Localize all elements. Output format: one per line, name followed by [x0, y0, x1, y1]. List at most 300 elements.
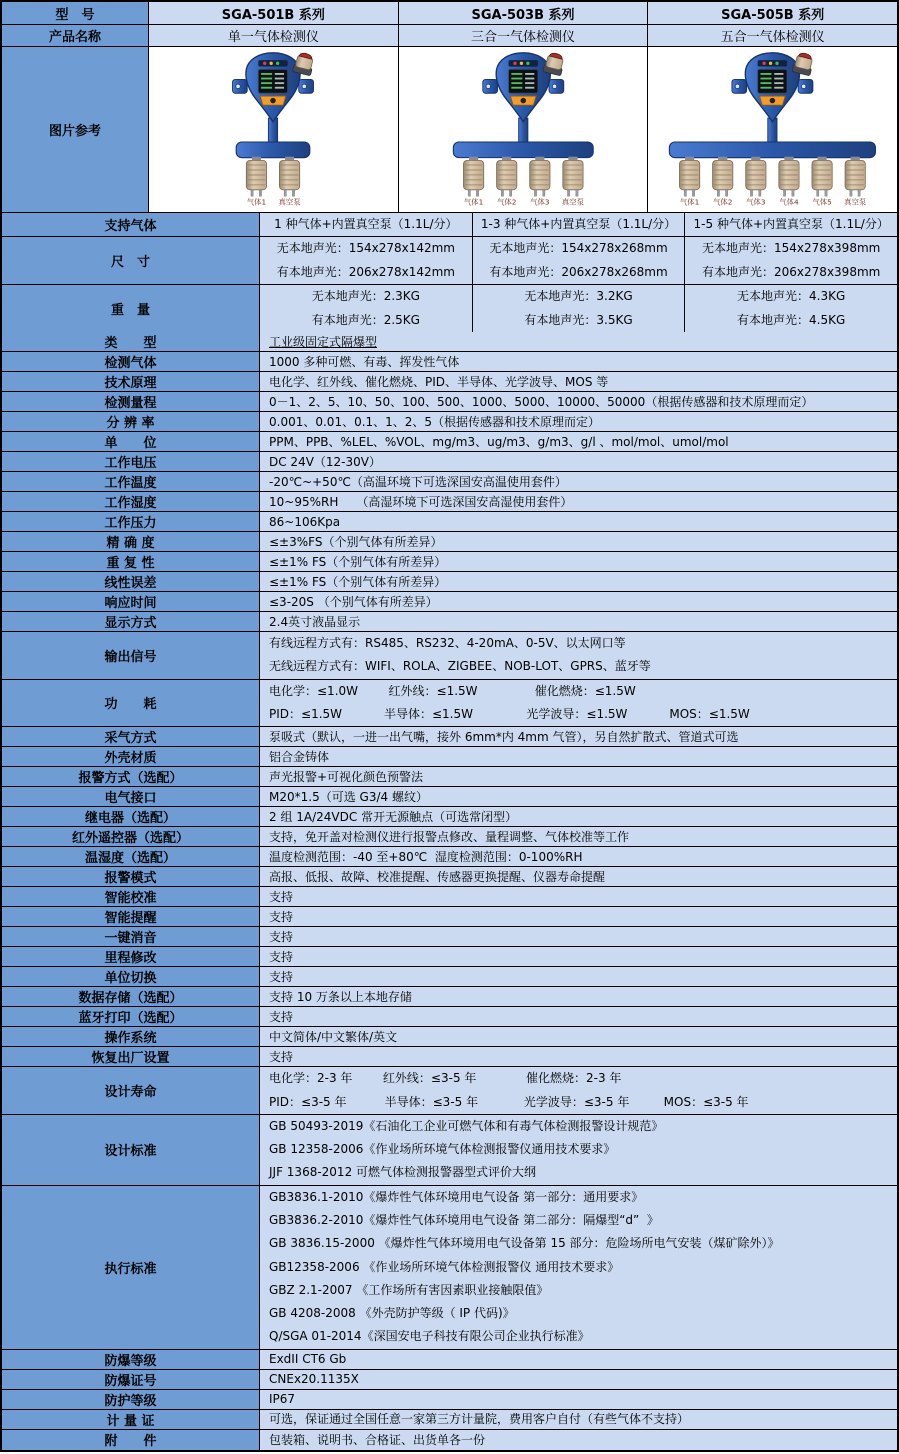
spec-row: [2, 827, 897, 847]
spec-row: [2, 1027, 897, 1047]
row-label: 响应时间: [2, 592, 260, 611]
sensor-pin: [468, 190, 470, 196]
sensor-probe: [562, 156, 585, 206]
sensor-label: 气体4: [779, 197, 799, 207]
spec-value-line: CNEx20.1135X: [269, 1372, 359, 1387]
product-name-label: 产品名称: [2, 25, 149, 46]
spec-value-cell: [260, 847, 897, 866]
spec-value-line: 电化学：≤1.0W 红外线：≤1.5W 催化燃烧：≤1.5W: [269, 683, 636, 698]
row-label: 电气接口: [2, 787, 260, 806]
spec-value-cell: [260, 572, 897, 591]
sensor-pin: [792, 190, 794, 196]
spec-value-cell: [260, 512, 897, 531]
spec-value-line: ≤±1% FS（个别气体有所差异）: [269, 574, 447, 589]
spec-value-cell: [260, 807, 897, 826]
product-name-row: [2, 25, 897, 47]
sensor-pin: [850, 190, 852, 196]
spec-value-line: 1000 多种可燃、有毒、挥发性气体: [269, 354, 460, 369]
row-label: 红外遥控器（选配）: [2, 827, 260, 846]
product-name-value: 三合一气体检测仪: [399, 25, 649, 46]
spec-value-line: 0－1、2、5、10、50、100、500、1000、5000、10000、50000（根据传感器和技术原理而定）: [269, 394, 814, 409]
spec-value-cell: [260, 1390, 897, 1409]
sensor-pin: [717, 190, 719, 196]
spec-row: [2, 213, 897, 237]
screen-text-line: [275, 73, 284, 75]
sensor-probe: [812, 156, 832, 206]
spec-value-line: GB3836.2-2010《爆炸性气体环境用电气设备 第二部分：隔爆型“d” 》: [269, 1213, 659, 1227]
sensor-pin: [684, 190, 686, 196]
spec-value-line: PPM、PPB、%LEL、%VOL、mg/m3、ug/m3、g/m3、g/l 、mol/mol、umol/mol: [269, 434, 729, 449]
spec-value-cell: [260, 632, 897, 679]
spec-row: [2, 727, 897, 747]
status-led: [769, 61, 772, 64]
spec-value-cell: [260, 787, 897, 806]
sensor-label: 气体1: [463, 197, 484, 207]
sensor-pin: [858, 190, 860, 196]
spec-row: [2, 392, 897, 412]
led-bar: [758, 60, 787, 66]
spec-value-line: 支持: [269, 889, 294, 904]
spec-value-cell: [260, 727, 897, 746]
sensor-pin: [251, 190, 253, 196]
row-label: 分 辨 率: [2, 412, 260, 431]
sensor-label: 真空泵: [278, 197, 301, 207]
spec-row: [2, 1370, 897, 1390]
sensor-label: 气体1: [247, 197, 267, 207]
series-name-sga505b: SGA-505B 系列: [648, 2, 897, 24]
spec-value-cell: [260, 432, 897, 451]
spec-row: [2, 927, 897, 947]
screen-text-line: [525, 82, 534, 84]
spec-value-cell: [260, 213, 473, 236]
sensor-pin: [575, 190, 577, 196]
mount-hole-right: [302, 84, 306, 88]
spec-value-line: 支持 10 万条以上本地存储: [269, 989, 412, 1004]
row-label: 防爆证号: [2, 1370, 260, 1389]
spec-value-line: 中文简体/中文繁体/英文: [269, 1029, 398, 1044]
spec-value-line: 声光报警+可视化颜色预警法: [269, 769, 424, 784]
spec-row: [2, 767, 897, 787]
gas-detector-image: [446, 50, 601, 208]
ok-button: [770, 98, 776, 104]
spec-value-line: 无本地声光：154x278x398mm: [702, 241, 881, 256]
status-led: [276, 61, 279, 64]
row-label: 工作压力: [2, 512, 260, 531]
screen-text-line: [261, 77, 272, 79]
sensor-pin: [567, 190, 569, 196]
spec-row: [2, 612, 897, 632]
row-label: 单 位: [2, 432, 260, 451]
spec-value-line: 1-5 种气体+内置真空泵（1.1L/分）: [693, 217, 889, 231]
spec-value-cell: [260, 987, 897, 1006]
row-label: 一键消音: [2, 927, 260, 946]
screen-text-line: [511, 87, 522, 89]
spec-value-line: JJF 1368-2012 可燃气体检测报警器型式评价大纲: [269, 1165, 537, 1180]
spec-value-line: 有本地声光：2.5KG: [311, 312, 420, 327]
spec-value-line: 无线远程方式有：WIFI、ROLA、ZIGBEE、NOB-LOT、GPRS、蓝牙等: [269, 659, 651, 674]
row-label: 设计标准: [2, 1115, 260, 1185]
sensor-probe: [680, 156, 700, 206]
screen-text-line: [775, 77, 784, 79]
spec-value-cell: [260, 1370, 897, 1389]
spec-value-line: 无本地声光：3.2KG: [524, 289, 633, 304]
spec-value-line: 支持: [269, 909, 294, 924]
spec-value-cell: [260, 907, 897, 926]
lcd-screen: [259, 69, 288, 93]
sensor-pin: [817, 190, 819, 196]
spec-row: [2, 1115, 897, 1186]
spec-value-line: 无本地声光：4.3KG: [737, 289, 846, 304]
spec-value-cell: [685, 237, 897, 284]
product-image-cell: [648, 47, 897, 212]
spec-row: [2, 847, 897, 867]
spec-row: [2, 680, 897, 728]
header-row: [2, 2, 897, 25]
spec-value-line: IP67: [269, 1392, 296, 1407]
sensor-pin: [693, 190, 695, 196]
spec-value-line: GBZ 2.1-2007 《工作场所有害因素职业接触限值》: [269, 1282, 549, 1297]
sensor-pin: [501, 190, 503, 196]
gas-detector-image: [662, 50, 883, 208]
sensor-pin: [476, 190, 478, 196]
sensor-pin: [534, 190, 536, 196]
row-label: 显示方式: [2, 612, 260, 631]
spec-row: [2, 1350, 897, 1370]
sensor-probe: [496, 156, 516, 206]
product-image-cell: [149, 47, 399, 212]
spec-row: [2, 552, 897, 572]
row-label: 尺 寸: [2, 237, 260, 284]
spec-row: [2, 787, 897, 807]
sensor-pin: [509, 190, 511, 196]
screen-text-line: [775, 87, 784, 89]
sensor-probe: [746, 156, 766, 206]
spec-value-cell: [260, 1047, 897, 1066]
row-label: 设计寿命: [2, 1067, 260, 1114]
spec-value-cell: [260, 492, 897, 511]
spec-value-cell: [473, 285, 686, 332]
spec-value-line: 支持: [269, 949, 294, 964]
spec-row: [2, 472, 897, 492]
spec-value-cell: [685, 285, 897, 332]
row-label: 温湿度（选配）: [2, 847, 260, 866]
sensor-label: 气体1: [680, 197, 700, 207]
sensor-label: 气体3: [746, 197, 766, 207]
row-label: 操作系统: [2, 1027, 260, 1046]
spec-value-line: 有本地声光：4.5KG: [737, 312, 846, 327]
screen-text-line: [275, 77, 284, 79]
screen-text-line: [761, 77, 772, 79]
row-label: 采气方式: [2, 727, 260, 746]
gas-detector-6-sensors: [662, 50, 883, 208]
spec-value-cell: [260, 1027, 897, 1046]
spec-value-cell: [260, 592, 897, 611]
spec-value-line: GB 4208-2008 《外壳防护等级（ IP 代码)》: [269, 1306, 515, 1321]
spec-value-cell: [260, 927, 897, 946]
image-reference-label: 图片参考: [2, 47, 149, 212]
spec-value-cell: [473, 237, 686, 284]
spec-row: [2, 747, 897, 767]
screen-text-line: [525, 77, 534, 79]
sensor-manifold: [237, 142, 311, 158]
mount-hole-right: [802, 84, 806, 88]
spec-value-line: PID：≤3-5 年 半导体：≤3-5 年 光学波导：≤3-5 年 MOS：≤3-5 年: [269, 1094, 749, 1109]
spec-value-line: 支持，免开盖对检测仪进行报警点修改、量程调整、气体校准等工作: [269, 829, 630, 844]
sensor-label: 真空泵: [844, 197, 867, 207]
spec-value-line: -20℃~+50℃（高温环境下可选深国安高温使用套件）: [269, 474, 567, 489]
spec-row: [2, 572, 897, 592]
spec-value-cell: [260, 392, 897, 411]
spec-row: [2, 1410, 897, 1430]
row-label: 重 复 性: [2, 552, 260, 571]
screen-text-line: [261, 87, 272, 89]
row-label: 防护等级: [2, 1390, 260, 1409]
spec-value-line: 2 组 1A/24VDC 常开无源触点（可选常闭型）: [269, 809, 518, 824]
screen-text-line: [275, 87, 284, 89]
spec-value-cell: [260, 285, 473, 332]
spec-row: [2, 352, 897, 372]
sensor-probe: [779, 156, 799, 206]
spec-value-line: 支持: [269, 1009, 294, 1024]
sensor-pin: [726, 190, 728, 196]
alarm-beacon: [792, 51, 815, 76]
sensor-probe: [247, 156, 267, 206]
row-label: 工作温度: [2, 472, 260, 491]
spec-row: [2, 807, 897, 827]
row-label: 重 量: [2, 285, 260, 332]
screen-text-line: [511, 77, 522, 79]
screen-text-line: [761, 73, 772, 75]
alarm-beacon: [543, 51, 566, 76]
row-label: 里程修改: [2, 947, 260, 966]
spec-row: [2, 987, 897, 1007]
row-label: 继电器（选配）: [2, 807, 260, 826]
spec-value-cell: [260, 827, 897, 846]
status-led: [776, 61, 779, 64]
spec-row: [2, 237, 897, 285]
sensor-pin: [759, 190, 761, 196]
row-label: 线性误差: [2, 572, 260, 591]
spec-value-cell: [260, 532, 897, 551]
mount-hole-left: [236, 84, 240, 88]
row-label: 防爆等级: [2, 1350, 260, 1369]
row-label: 报警方式（选配）: [2, 767, 260, 786]
product-image-cell: [399, 47, 649, 212]
spec-value-cell: [685, 213, 897, 236]
row-label: 工作电压: [2, 452, 260, 471]
row-label: 类 型: [2, 332, 260, 351]
spec-value-line: 10~95%RH （高湿环境下可选深国安高湿使用套件）: [269, 494, 573, 509]
spec-row: [2, 887, 897, 907]
row-label: 附 件: [2, 1430, 260, 1450]
spec-value-line: 2.4英寸液晶显示: [269, 614, 361, 629]
spec-value-line: 无本地声光：2.3KG: [311, 289, 420, 304]
sensor-label: 气体2: [496, 197, 517, 207]
screen-text-line: [775, 73, 784, 75]
spec-value-line: GB 50493-2019《石油化工企业可燃气体和有毒气体检测报警设计规范》: [269, 1118, 664, 1133]
sensor-probe: [529, 156, 549, 206]
lcd-screen: [758, 69, 787, 93]
screen-text-line: [761, 82, 772, 84]
spec-value-cell: [260, 680, 897, 727]
spec-value-line: 高报、低报、故障、校准提醒、传感器更换提醒、仪器寿命提醒: [269, 869, 606, 884]
spec-value-line: M20*1.5（可选 G3/4 螺纹）: [269, 789, 428, 804]
screen-text-line: [525, 73, 534, 75]
spec-value-line: 有本地声光：206x278x142mm: [276, 264, 455, 279]
spec-value-cell: [260, 867, 897, 886]
model-label: 型 号: [2, 2, 149, 24]
row-label: 恢复出厂设置: [2, 1047, 260, 1066]
sensor-probe: [713, 156, 733, 206]
sensor-pin: [293, 190, 295, 196]
spec-value-cell: [260, 472, 897, 491]
spec-value-cell: [260, 452, 897, 471]
spec-value-cell: [260, 967, 897, 986]
spec-row: [2, 632, 897, 680]
spec-value-line: GB12358-2006 《作业场所环境气体检测报警仪 通用技术要求》: [269, 1259, 620, 1274]
row-label: 单位切换: [2, 967, 260, 986]
status-led: [513, 61, 516, 64]
image-reference-row: [2, 47, 897, 213]
spec-value-line: 支持: [269, 929, 294, 944]
row-label: 功 耗: [2, 680, 260, 727]
spec-value-line: Q/SGA 01-2014《深国安电子科技有限公司企业执行标准》: [269, 1329, 590, 1344]
gas-detector-4-sensors: [446, 50, 601, 208]
spec-value-line: 支持: [269, 969, 294, 984]
spec-row: [2, 432, 897, 452]
sensor-manifold: [670, 142, 876, 158]
spec-value-line: 无本地声光：154x278x268mm: [489, 241, 668, 256]
spec-row: [2, 1186, 897, 1350]
row-label: 工作湿度: [2, 492, 260, 511]
spec-value-line: GB 12358-2006《作业场所环境气体检测报警仪通用技术要求》: [269, 1142, 616, 1157]
spec-value-cell: [260, 552, 897, 571]
sensor-label: 气体5: [812, 197, 833, 207]
series-name-sga501b: SGA-501B 系列: [149, 2, 399, 24]
row-label: 技术原理: [2, 372, 260, 391]
spec-value-line: ExdII CT6 Gb: [269, 1352, 347, 1367]
spec-value-line: 0.001、0.01、0.1、1、2、5（根据传感器和技术原理而定）: [269, 414, 601, 429]
screen-text-line: [511, 73, 522, 75]
screen-text-line: [775, 82, 784, 84]
row-label: 外壳材质: [2, 747, 260, 766]
row-label: 蓝牙打印（选配）: [2, 1007, 260, 1026]
spec-value-line: 1 种气体+内置真空泵（1.1L/分）: [274, 217, 458, 231]
spec-row: [2, 1007, 897, 1027]
sensor-pin: [542, 190, 544, 196]
row-label: 执行标准: [2, 1186, 260, 1349]
screen-text-line: [761, 87, 772, 89]
spec-value-cell: [260, 612, 897, 631]
row-label: 数据存储（选配）: [2, 987, 260, 1006]
spec-row: [2, 372, 897, 392]
spec-row: [2, 1390, 897, 1410]
spec-value-cell: [260, 412, 897, 431]
spec-row: [2, 1067, 897, 1115]
spec-value-line: PID：≤1.5W 半导体：≤1.5W 光学波导：≤1.5W MOS：≤1.5W: [269, 706, 750, 721]
row-label: 输出信号: [2, 632, 260, 679]
status-led: [526, 61, 529, 64]
spec-row: [2, 1047, 897, 1067]
sensor-label: 真空泵: [561, 197, 584, 207]
spec-value-line: GB 3836.15-2000 《爆炸性气体环境用电气设备第 15 部分：危险场所电气安装（煤矿除外）》: [269, 1236, 780, 1251]
ok-button: [271, 98, 277, 104]
spec-value-cell: [260, 1115, 897, 1185]
alarm-beacon: [293, 51, 316, 76]
row-label: 支持气体: [2, 213, 260, 236]
mount-hole-left: [486, 84, 490, 88]
spec-value-line: ≤±1% FS（个别气体有所差异）: [269, 554, 447, 569]
row-label: 检测气体: [2, 352, 260, 371]
spec-value-line: 温度检测范围：-40 至+80℃ 湿度检测范围：0-100%RH: [269, 849, 583, 864]
screen-text-line: [261, 73, 272, 75]
spec-value-line: 有本地声光：3.5KG: [524, 312, 633, 327]
sensor-pin: [825, 190, 827, 196]
series-name-sga503b: SGA-503B 系列: [399, 2, 649, 24]
spec-value-cell: [260, 1350, 897, 1369]
spec-value-line: 无本地声光：154x278x142mm: [276, 241, 455, 256]
gas-detector-2-sensors: [204, 50, 342, 208]
spec-row: [2, 452, 897, 472]
row-label: 计 量 证: [2, 1410, 260, 1429]
row-label: 精 确 度: [2, 532, 260, 551]
product-name-value: 单一气体检测仪: [149, 25, 399, 46]
row-label: 检测量程: [2, 392, 260, 411]
mount-hole-right: [552, 84, 556, 88]
spec-value-line: 可选，保证通过全国任意一家第三方计量院，费用客户自付（有些气体不支持）: [269, 1412, 690, 1427]
spec-value-cell: [260, 1067, 897, 1114]
row-label: 智能校准: [2, 887, 260, 906]
row-label: 报警模式: [2, 867, 260, 886]
spec-row: [2, 492, 897, 512]
spec-row: [2, 867, 897, 887]
spec-value-line: ≤±3%FS（个别气体有所差异）: [269, 534, 443, 549]
spec-value-line: 1-3 种气体+内置真空泵（1.1L/分）: [480, 217, 677, 231]
spec-value-cell: [260, 947, 897, 966]
spec-value-cell: [260, 1007, 897, 1026]
status-led: [520, 61, 523, 64]
spec-row: [2, 1430, 897, 1450]
spec-row: [2, 907, 897, 927]
status-led: [270, 61, 273, 64]
spec-value-cell: [260, 1410, 897, 1429]
spec-value-line: ≤3-20S （个别气体有所差异）: [269, 594, 438, 609]
sensor-pin: [751, 190, 753, 196]
spec-value-cell: [260, 372, 897, 391]
spec-row: [2, 947, 897, 967]
led-bar: [508, 60, 537, 66]
screen-text-line: [511, 82, 522, 84]
spec-value-line: 有本地声光：206x278x398mm: [702, 264, 881, 279]
screen-text-line: [275, 82, 284, 84]
spec-row: [2, 512, 897, 532]
spec-value-line: 铝合金铸体: [269, 749, 330, 764]
sensor-pin: [284, 190, 286, 196]
spec-value-cell: [260, 887, 897, 906]
sensor-pin: [784, 190, 786, 196]
sensor-label: 气体2: [713, 197, 733, 207]
led-bar: [259, 60, 288, 66]
screen-text-line: [525, 87, 534, 89]
spec-row: [2, 412, 897, 432]
spec-value-line: 86~106Kpa: [269, 514, 341, 529]
sensor-manifold: [453, 142, 593, 158]
sensor-probe: [844, 156, 867, 206]
spec-row: [2, 285, 897, 332]
row-label: 智能提醒: [2, 907, 260, 926]
ok-button: [520, 98, 526, 104]
product-name-value: 五合一气体检测仪: [648, 25, 897, 46]
